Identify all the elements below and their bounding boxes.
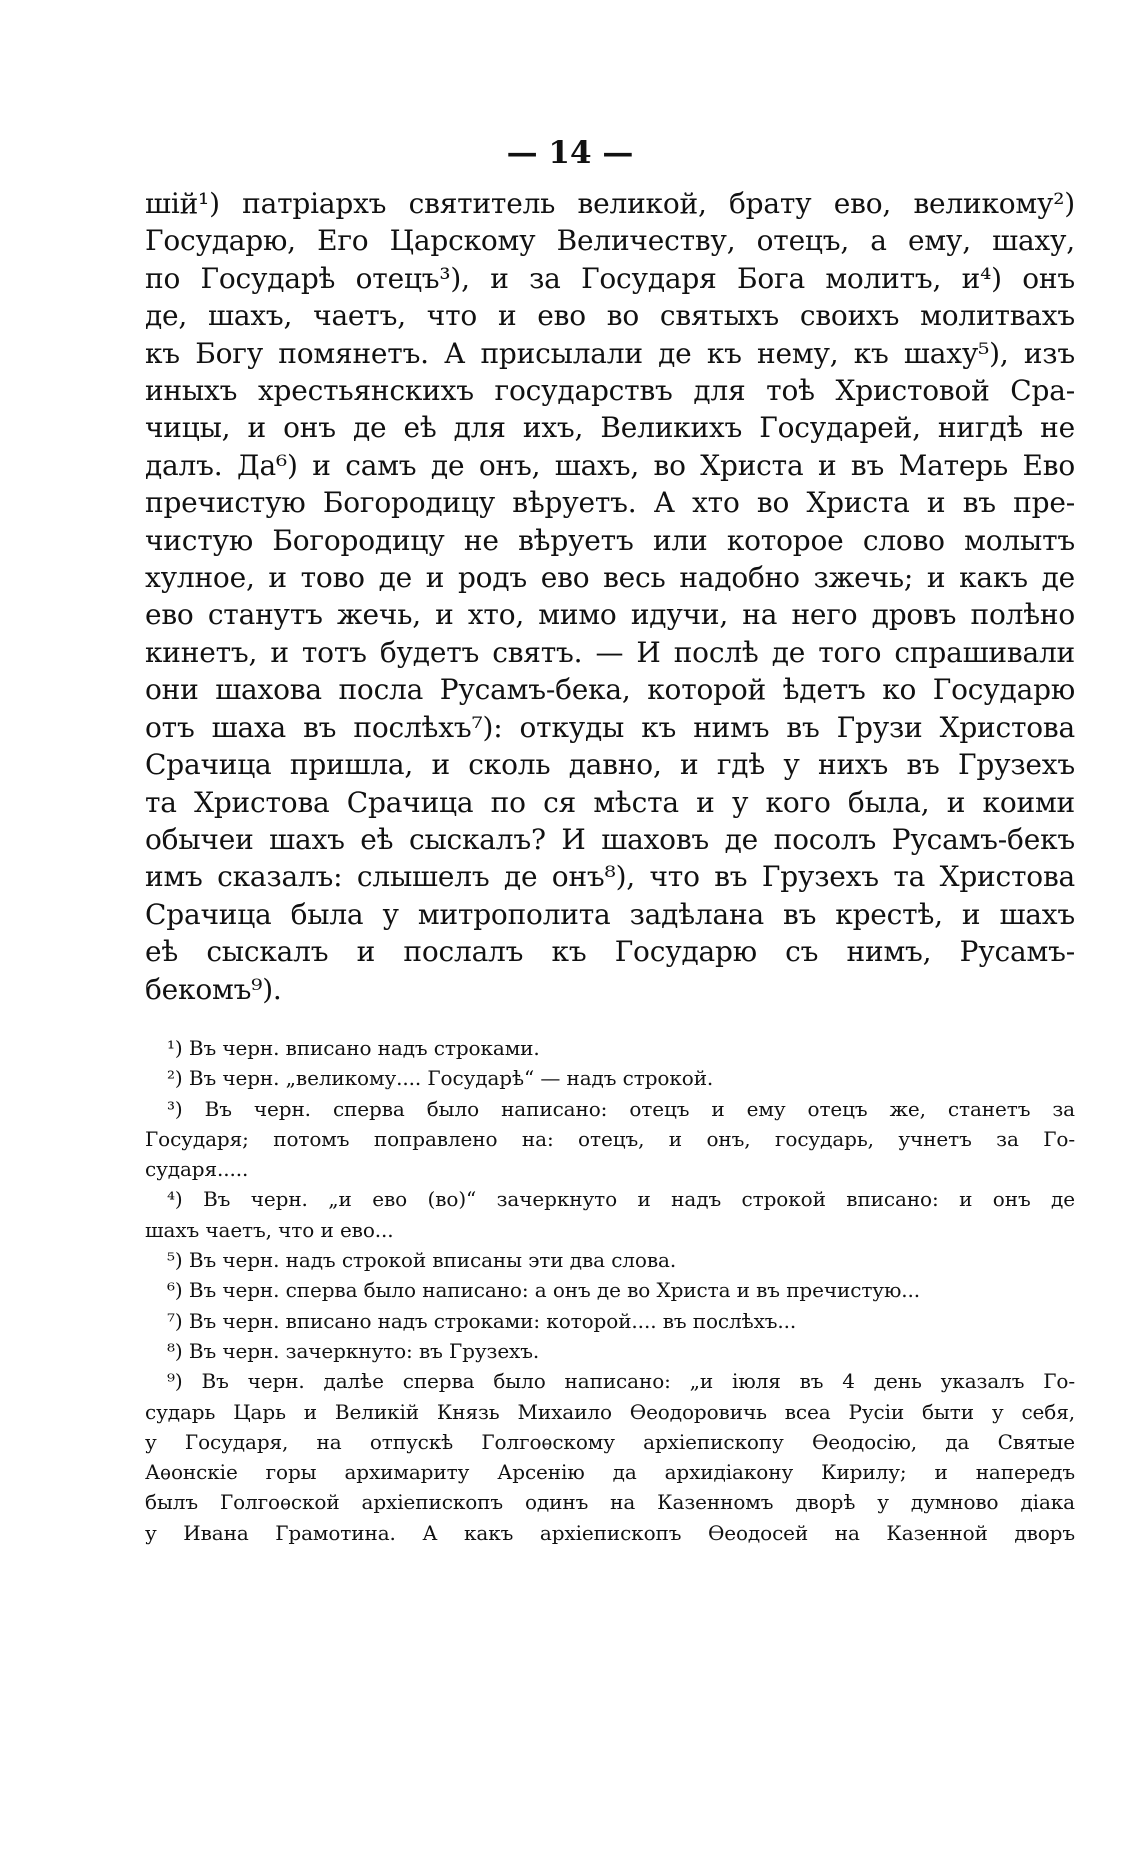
main-line: они шахова посла Русамъ-бека, которой ѣдетъ ко Государю <box>145 673 1075 707</box>
main-line: иныхъ хрестьянскихъ государствъ для тоѣ Христовой Сра- <box>145 374 1075 408</box>
main-line: бекомъ⁹). <box>145 972 282 1006</box>
footnote-9-cont: Аѳонскіе горы архимариту Арсенію да архидіакону Кирилу; и напередъ <box>145 1460 1075 1485</box>
footnote-4: ⁴) Въ черн. „и ево (во)“ зачеркнуто и надъ строкой вписано: и онъ де <box>167 1187 1075 1212</box>
main-line: Государю, Его Царскому Величеству, отецъ, а ему, шаху, <box>145 224 1075 258</box>
main-line: еѣ сыскалъ и послалъ къ Государю съ нимъ, Русамъ- <box>145 935 1075 969</box>
main-line: далъ. Да⁶) и самъ де онъ, шахъ, во Христа и въ Матерь Ево <box>145 448 1075 482</box>
footnote-2: ²) Въ черн. „великому.... Государѣ“ — надъ строкой. <box>167 1066 714 1091</box>
footnote-3-cont: сударя..... <box>145 1157 249 1182</box>
footnote-9-cont: у Ивана Грамотина. А какъ архіепископъ Ѳеодосей на Казенной дворъ <box>145 1520 1075 1545</box>
footnote-4-cont: шахъ чаетъ, что и ево... <box>145 1217 394 1242</box>
main-line: по Государѣ отецъ³), и за Государя Бога молитъ, и⁴) онъ <box>145 261 1075 295</box>
footnote-3-cont: Государя; потомъ поправлено на: отецъ, и онъ, государь, учнетъ за Го- <box>145 1126 1075 1151</box>
main-line: та Христова Срачица по ся мѣста и у кого была, и коими <box>145 785 1075 819</box>
main-line: имъ сказалъ: слышелъ де онъ⁸), что въ Грузехъ та Христова <box>145 860 1075 894</box>
footnote-1: ¹) Въ черн. вписано надъ строками. <box>167 1036 540 1060</box>
footnotes <box>145 1033 1075 1548</box>
main-line: отъ шаха въ послѣхъ⁷): откуды къ нимъ въ Грузи Христова <box>145 710 1075 744</box>
main-line: пречистую Богородицу вѣруетъ. А хто во Христа и въ пре- <box>145 486 1075 520</box>
footnote-9: ⁹) Въ черн. далѣе сперва было написано: „и іюля въ 4 день указалъ Го- <box>167 1369 1075 1394</box>
main-line: де, шахъ, чаетъ, что и ево во святыхъ своихъ молитвахъ <box>145 299 1075 333</box>
main-line: шій¹) патріархъ святитель великой, брату ево, великому²) <box>145 187 1075 220</box>
footnote-7: ⁷) Въ черн. вписано надъ строками: которой.... въ послѣхъ... <box>167 1308 797 1333</box>
main-line: Срачица пришла, и сколь давно, и гдѣ у нихъ въ Грузехъ <box>145 748 1075 782</box>
footnote-3: ³) Въ черн. сперва было написано: отецъ и ему отецъ же, станетъ за <box>167 1096 1075 1121</box>
main-text <box>145 185 1075 1008</box>
footnote-8: ⁸) Въ черн. зачеркнуто: въ Грузехъ. <box>167 1338 540 1363</box>
main-line: чицы, и онъ де еѣ для ихъ, Великихъ Государей, нигдѣ не <box>145 411 1075 445</box>
main-line: Срачица была у митрополита задѣлана въ крестѣ, и шахъ <box>145 897 1075 931</box>
footnote-9-cont: у Государя, на отпускѣ Голгоѳскому архіепископу Ѳеодосію, да Святые <box>145 1429 1075 1454</box>
footnote-9-cont: сударь Царь и Великій Князь Михаило Ѳеодоровичь всеа Русіи быти у себя, <box>145 1399 1075 1424</box>
main-line: ево станутъ жечь, и хто, мимо идучи, на него дровъ полѣно <box>145 598 1075 632</box>
main-line: хулное, и тово де и родъ ево весь надобно зжечь; и какъ де <box>145 561 1075 595</box>
page-number: — 14 — <box>506 135 634 171</box>
footnote-9-cont: былъ Голгоѳской архіепископъ одинъ на Казенномъ дворѣ у думново діака <box>145 1490 1075 1515</box>
footnote-5: ⁵) Въ черн. надъ строкой вписаны эти два слова. <box>167 1248 677 1273</box>
footnote-6: ⁶) Въ черн. сперва было написано: а онъ де во Христа и въ пречистую... <box>167 1278 921 1303</box>
main-line: чистую Богородицу не вѣруетъ или которое слово молытъ <box>145 523 1075 557</box>
main-line: кинетъ, и тотъ будетъ святъ. — И послѣ де того спрашивали <box>145 635 1075 669</box>
main-line: къ Богу помянетъ. А присылали де къ нему, къ шаху⁵), изъ <box>145 336 1075 370</box>
main-line: обычеи шахъ еѣ сыскалъ? И шаховъ де посолъ Русамъ-бекъ <box>145 822 1075 856</box>
